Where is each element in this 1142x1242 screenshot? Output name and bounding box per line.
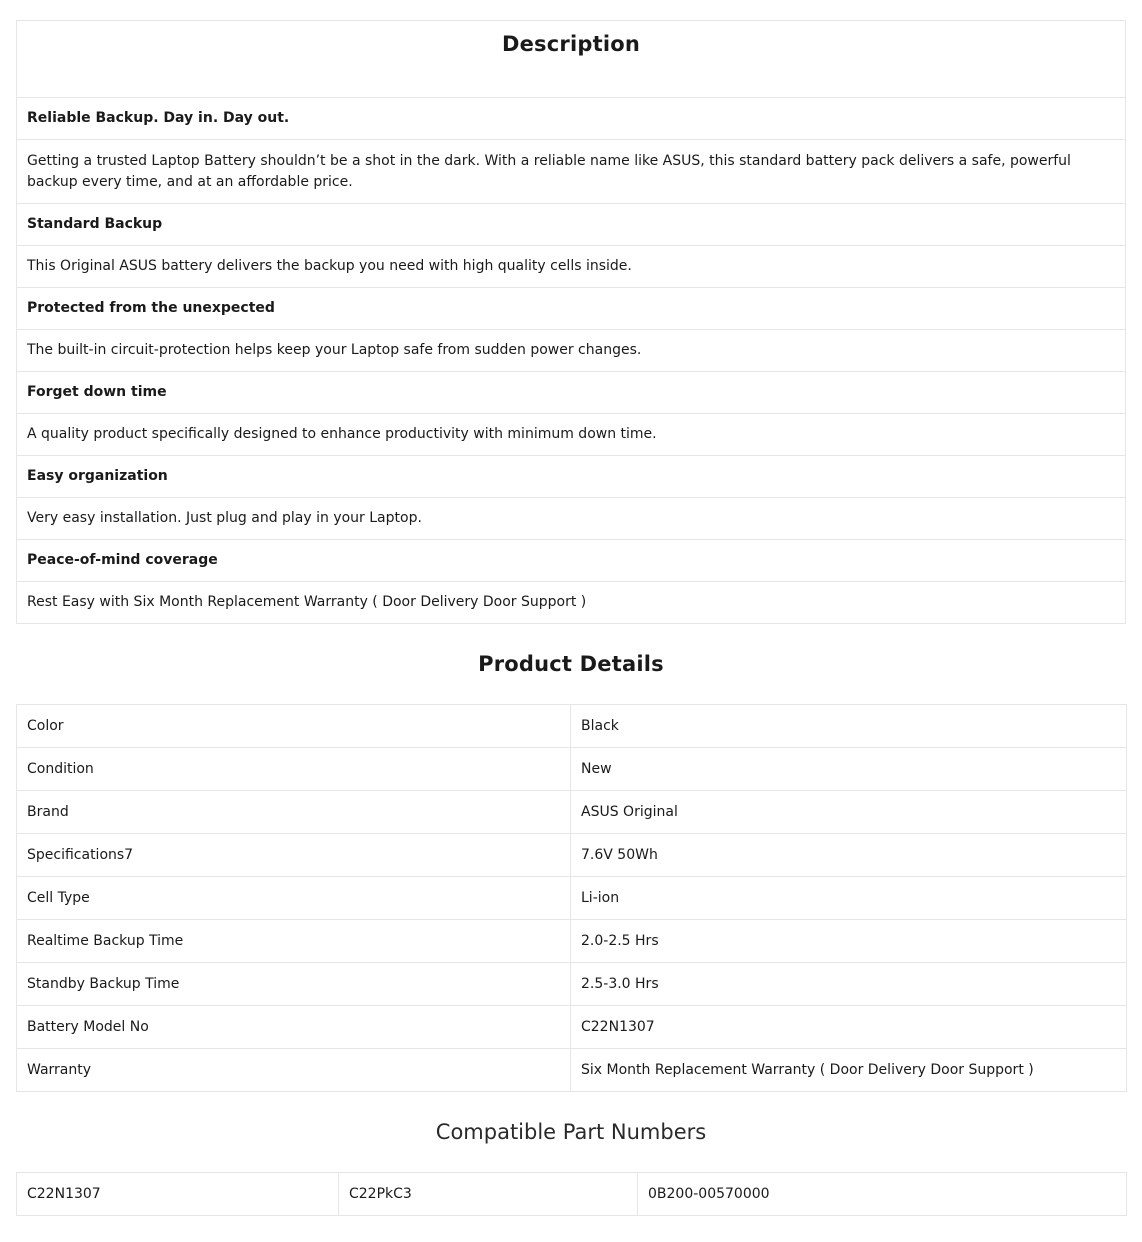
description-header-cell [17,21,1126,98]
table-row [17,834,1127,877]
table-row [17,791,1127,834]
spec-value: Black [571,705,1127,748]
content-wrapper [16,20,1126,1216]
spec-label: Warranty [17,1049,571,1092]
part-number: C22PkC3 [339,1173,638,1216]
table-row [17,705,1127,748]
part-number: C22N1307 [17,1173,339,1216]
spec-value: New [571,748,1127,791]
spec-label: Realtime Backup Time [17,920,571,963]
compatible-parts-table [16,1172,1127,1216]
table-row [17,748,1127,791]
product-details-table [16,704,1127,1092]
table-row [17,1173,1127,1216]
section-heading: Peace-of-mind coverage [17,540,1126,582]
spec-label: Condition [17,748,571,791]
section-text: Rest Easy with Six Month Replacement Warranty ( Door Delivery Door Support ) [17,582,1126,624]
section-heading: Reliable Backup. Day in. Day out. [17,98,1126,140]
section-heading: Easy organization [17,456,1126,498]
part-number: 0B200-00570000 [638,1173,1127,1216]
section-heading: Standard Backup [17,204,1126,246]
section-heading: Forget down time [17,372,1126,414]
spec-value: 7.6V 50Wh [571,834,1127,877]
spec-value: ASUS Original [571,791,1127,834]
spec-label: Battery Model No [17,1006,571,1049]
product-details-title: Product Details [478,652,664,676]
spec-value: Six Month Replacement Warranty ( Door Delivery Door Support ) [571,1049,1127,1092]
spec-label: Brand [17,791,571,834]
description-table [16,20,1126,624]
section-text: The built-in circuit-protection helps keep your Laptop safe from sudden power changes. [17,330,1126,372]
spec-value: C22N1307 [571,1006,1127,1049]
spec-label: Cell Type [17,877,571,920]
table-row [17,1049,1127,1092]
section-heading: Protected from the unexpected [17,288,1126,330]
spec-label: Standby Backup Time [17,963,571,1006]
description-title: Description [501,32,641,56]
table-row [17,877,1127,920]
spec-value: 2.5-3.0 Hrs [571,963,1127,1006]
spec-value: 2.0-2.5 Hrs [571,920,1127,963]
section-text: A quality product specifically designed to enhance productivity with minimum down time. [17,414,1126,456]
table-row [17,920,1127,963]
spec-label: Specifications7 [17,834,571,877]
spec-label: Color [17,705,571,748]
spec-value: Li-ion [571,877,1127,920]
table-row [17,963,1127,1006]
table-row [17,1006,1127,1049]
section-text: This Original ASUS battery delivers the backup you need with high quality cells inside. [17,246,1126,288]
section-text: Getting a trusted Laptop Battery shouldn’t be a shot in the dark. With a reliable name like ASUS, this standard battery pack delivers a safe, powerful backup every time, and at an affordable price. [17,140,1126,204]
compatible-part-numbers-title: Compatible Part Numbers [435,1120,707,1144]
section-text: Very easy installation. Just plug and play in your Laptop. [17,498,1126,540]
